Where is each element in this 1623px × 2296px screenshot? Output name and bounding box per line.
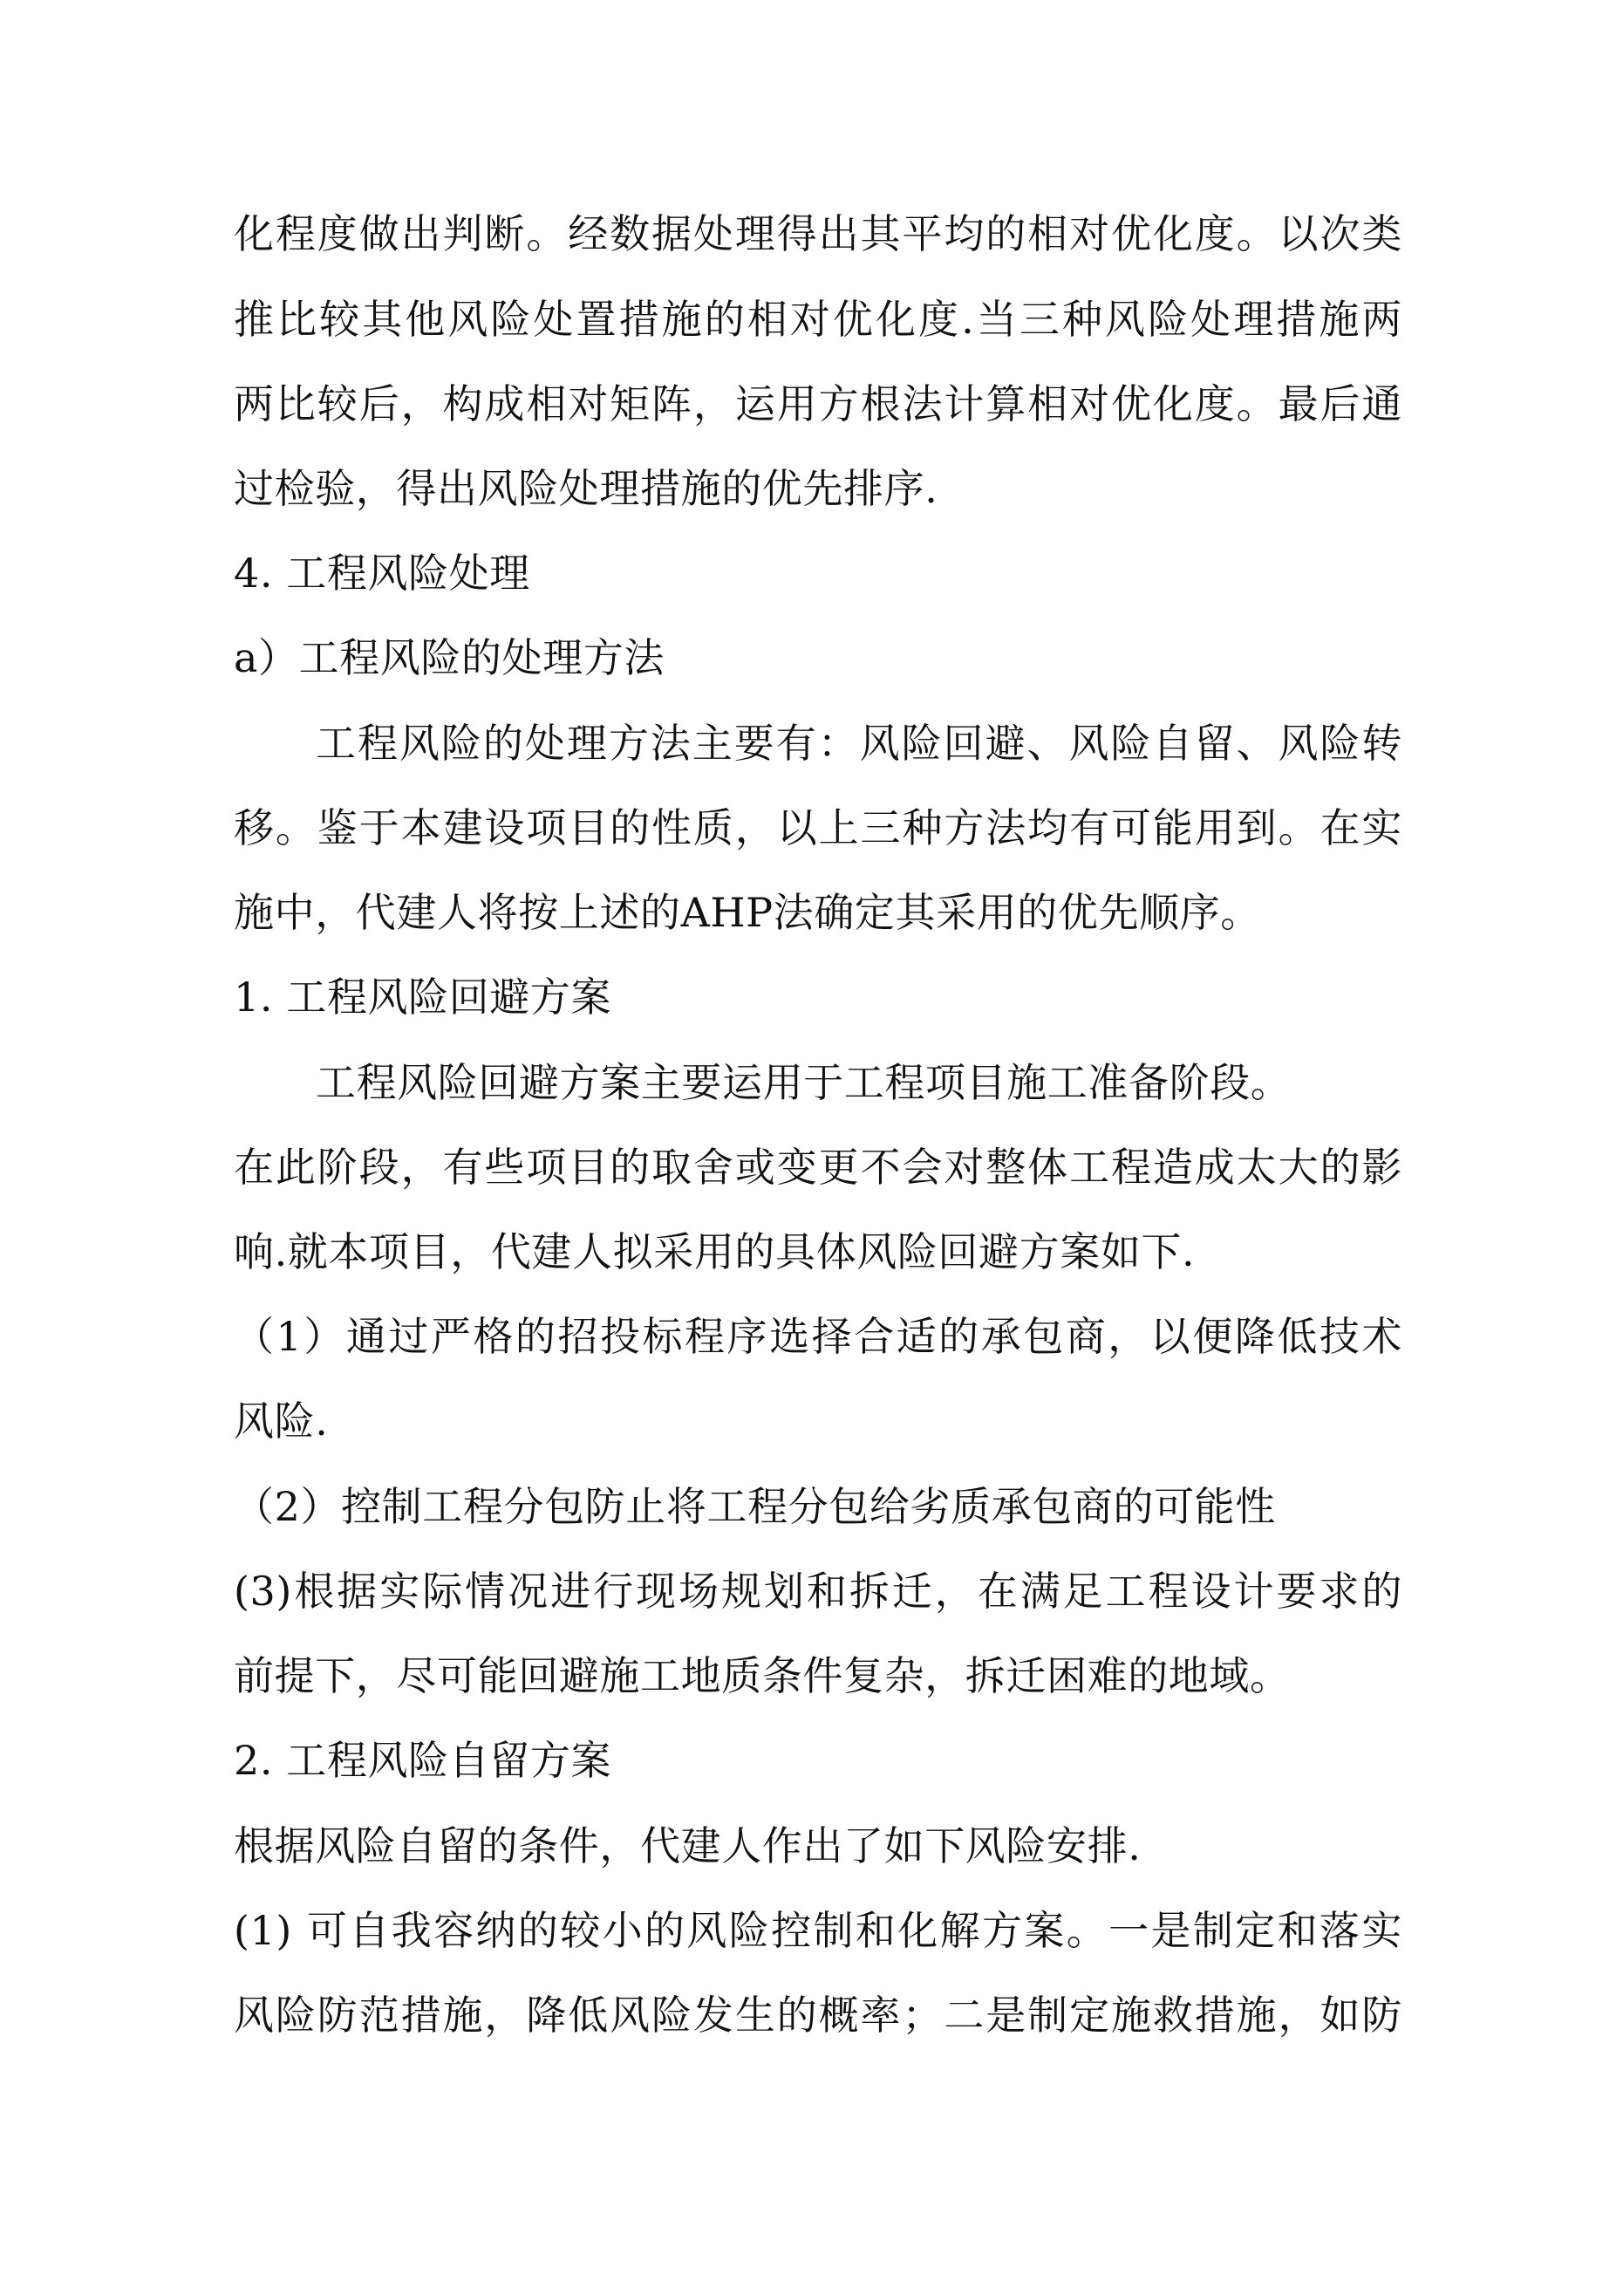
list-item-line: 风险防范措施，降低风险发生的概率；二是制定施救措施，如防 [234,1992,1402,2039]
section-heading: 2. 工程风险自留方案 [234,1737,612,1784]
list-item-line: 风险. [234,1397,329,1445]
section-heading: 1. 工程风险回避方案 [234,974,612,1021]
section-heading: 4. 工程风险处理 [234,550,530,597]
body-text-line: 在此阶段，有些项目的取舍或变更不会对整体工程造成太大的影 [234,1144,1402,1191]
body-text-line: 两比较后，构成相对矩阵，运用方根法计算相对优化度。最后通 [234,380,1402,427]
list-item-line: (3)根据实际情况进行现场规划和拆迁，在满足工程设计要求的 [234,1568,1402,1615]
body-text-line: 化程度做出判断。经数据处理得出其平均的相对优化度。以次类 [234,210,1402,257]
list-item-line: (1) 可自我容纳的较小的风险控制和化解方案。一是制定和落实 [234,1907,1402,1954]
list-item-line: 前提下，尽可能回避施工地质条件复杂，拆迁困难的地域。 [234,1652,1291,1699]
body-text-line: 响.就本项目，代建人拟采用的具体风险回避方案如下. [234,1228,1196,1275]
subsection-heading: a）工程风险的处理方法 [234,634,665,681]
body-text-line: 施中，代建人将按上述的AHP法确定其采用的优先顺序。 [234,889,1261,936]
body-text-line: 根据风险自留的条件，代建人作出了如下风险安排. [234,1822,1142,1869]
body-text-line: 过检验，得出风险处理措施的优先排序. [234,465,938,512]
body-text-line: 工程风险的处理方法主要有：风险回避、风险自留、风险转 [316,720,1402,767]
list-item-line: （2）控制工程分包防止将工程分包给劣质承包商的可能性 [234,1483,1276,1530]
body-text-line: 推比较其他风险处置措施的相对优化度.当三种风险处理措施两 [234,296,1402,343]
body-text-line: 移。鉴于本建设项目的性质，以上三种方法均有可能用到。在实 [234,804,1402,851]
list-item-line: （1）通过严格的招投标程序选择合适的承包商，以便降低技术 [234,1313,1402,1360]
body-text-line: 工程风险回避方案主要运用于工程项目施工准备阶段。 [316,1059,1292,1106]
